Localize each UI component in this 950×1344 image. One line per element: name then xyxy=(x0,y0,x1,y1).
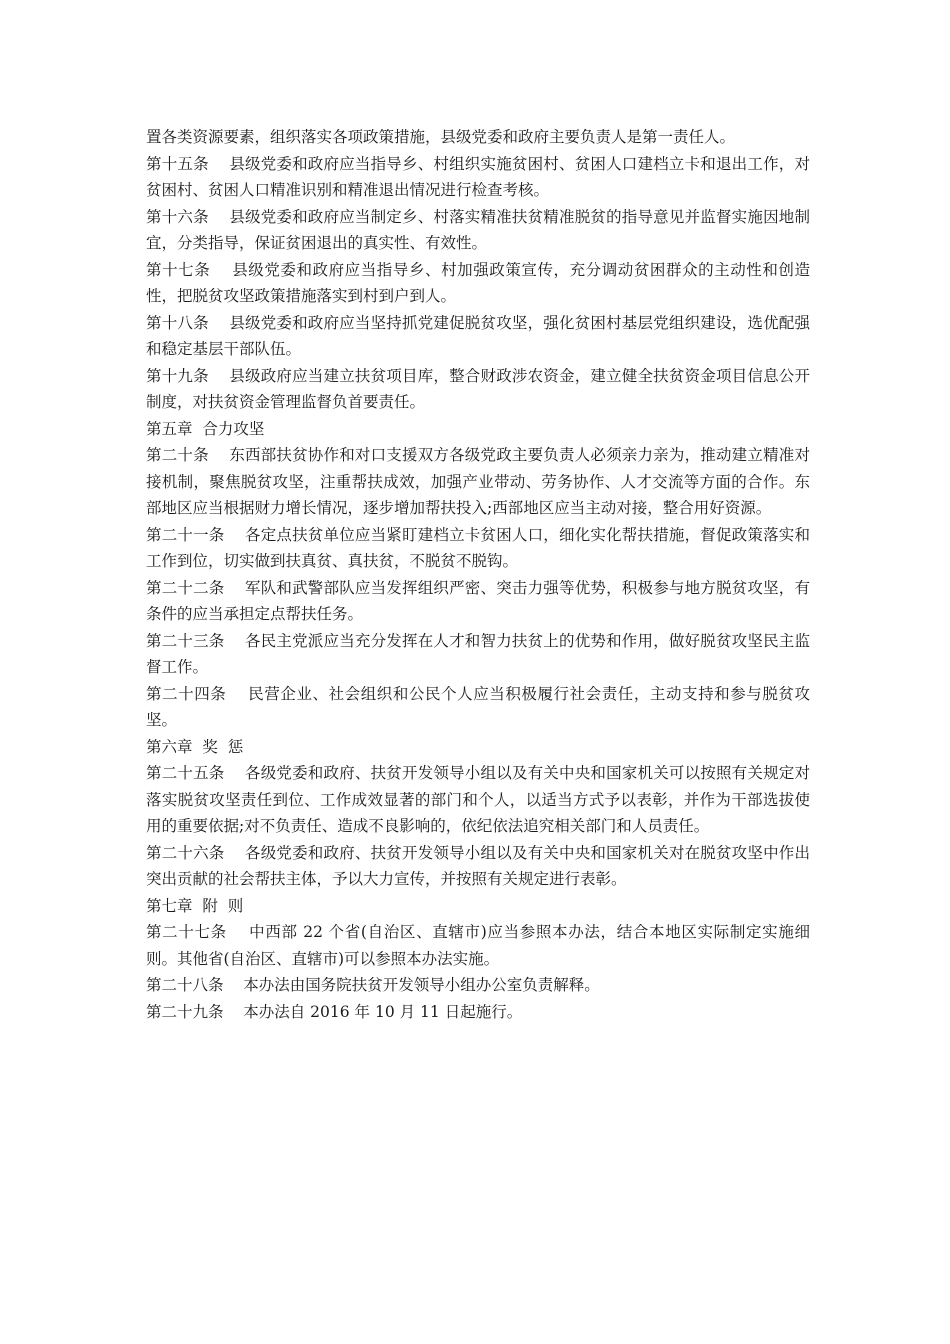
article-text: 军队和武警部队应当发挥组织严密、突击力强等优势，积极参与地方脱贫攻坚，有条件的应当承担定点帮扶任务。 xyxy=(146,578,810,623)
article-28 xyxy=(146,972,810,999)
article-number: 第十七条 xyxy=(146,260,211,279)
article-22 xyxy=(146,575,810,628)
article-17 xyxy=(146,257,810,310)
article-number: 第二十九条 xyxy=(146,1002,224,1021)
article-text: 县级政府应当建立扶贫项目库，整合财政涉农资金，建立健全扶贫资金项目信息公开制度，对扶贫资金管理监督负首要责任。 xyxy=(146,366,810,411)
article-number: 第二十一条 xyxy=(146,525,225,544)
document-body xyxy=(146,124,810,1025)
article-number: 第二十八条 xyxy=(146,976,224,994)
article-20 xyxy=(146,442,810,522)
article-number: 第二十三条 xyxy=(146,631,225,650)
article-number: 第二十七条 xyxy=(146,923,227,941)
chapter-title: 第五章 合力攻坚 xyxy=(146,419,265,438)
article-text: 各级党委和政府、扶贫开发领导小组以及有关中央和国家机关可以按照有关规定对落实脱贫攻坚责任到位、工作成效显著的部门和个人，以适当方式予以表彰，并作为干部选拔使用的重要依据;对不负责任、造成不良影响的，依纪依法追究相关部门和人员责任。 xyxy=(146,764,810,835)
article-number: 第二十六条 xyxy=(146,843,225,862)
article-text: 各民主党派应当充分发挥在人才和智力扶贫上的优势和作用，做好脱贫攻坚民主监督工作。 xyxy=(146,631,810,676)
article-27 xyxy=(146,919,810,972)
paragraph-text: 置各类资源要素，组织落实各项政策措施，县级党委和政府主要负责人是第一责任人。 xyxy=(146,128,736,146)
article-number: 第二十条 xyxy=(146,446,209,464)
article-text: 县级党委和政府应当指导乡、村加强政策宣传，充分调动贫困群众的主动性和创造性，把脱贫攻坚政策措施落实到村到户到人。 xyxy=(146,260,810,305)
chapter-heading-7 xyxy=(146,893,810,920)
article-16 xyxy=(146,204,810,257)
article-text: 县级党委和政府应当指导乡、村组织实施贫困村、贫困人口建档立卡和退出工作，对贫困村、贫困人口精准识别和精准退出情况进行检查考核。 xyxy=(146,154,810,199)
article-25 xyxy=(146,760,810,840)
chapter-title: 第六章 奖 惩 xyxy=(146,737,244,756)
article-number: 第十八条 xyxy=(146,313,209,332)
chapter-heading-6 xyxy=(146,734,810,761)
paragraph-continuation xyxy=(146,124,810,151)
article-24 xyxy=(146,681,810,734)
article-26 xyxy=(146,840,810,893)
article-21 xyxy=(146,522,810,575)
article-number: 第十六条 xyxy=(146,207,209,226)
article-text: 各级党委和政府、扶贫开发领导小组以及有关中央和国家机关对在脱贫攻坚中作出突出贡献的社会帮扶主体，予以大力宣传，并按照有关规定进行表彰。 xyxy=(146,843,810,888)
article-15 xyxy=(146,151,810,204)
article-number: 第十五条 xyxy=(146,154,209,173)
chapter-title: 第七章 附 则 xyxy=(146,896,244,915)
article-number: 第二十四条 xyxy=(146,684,227,703)
article-text: 本办法自 2016 年 10 月 11 日起施行。 xyxy=(243,1002,523,1021)
article-text: 县级党委和政府应当制定乡、村落实精准扶贫精准脱贫的指导意见并监督实施因地制宜，分类指导，保证贫困退出的真实性、有效性。 xyxy=(146,207,810,252)
article-number: 第二十二条 xyxy=(146,578,225,597)
article-text: 中西部 22 个省(自治区、直辖市)应当参照本办法，结合本地区实际制定实施细则。其他省(自治区、直辖市)可以参照本办法实施。 xyxy=(146,923,810,968)
article-number: 第二十五条 xyxy=(146,764,225,782)
article-text: 本办法由国务院扶贫开发领导小组办公室负责解释。 xyxy=(243,976,600,994)
article-29 xyxy=(146,999,810,1026)
chapter-heading-5 xyxy=(146,416,810,443)
article-number: 第十九条 xyxy=(146,366,209,385)
article-text: 民营企业、社会组织和公民个人应当积极履行社会责任，主动支持和参与脱贫攻坚。 xyxy=(146,684,810,729)
article-text: 东西部扶贫协作和对口支援双方各级党政主要负责人必须亲力亲为，推动建立精准对接机制，聚焦脱贫攻坚，注重帮扶成效，加强产业带动、劳务协作、人才交流等方面的合作。东部地区应当根据财力增长情况，逐步增加帮扶投入;西部地区应当主动对接，整合用好资源。 xyxy=(146,446,810,517)
article-23 xyxy=(146,628,810,681)
article-18 xyxy=(146,310,810,363)
article-text: 县级党委和政府应当坚持抓党建促脱贫攻坚，强化贫困村基层党组织建设，选优配强和稳定基层干部队伍。 xyxy=(146,313,810,358)
article-19 xyxy=(146,363,810,416)
article-text: 各定点扶贫单位应当紧盯建档立卡贫困人口，细化实化帮扶措施，督促政策落实和工作到位，切实做到扶真贫、真扶贫，不脱贫不脱钩。 xyxy=(146,525,810,570)
